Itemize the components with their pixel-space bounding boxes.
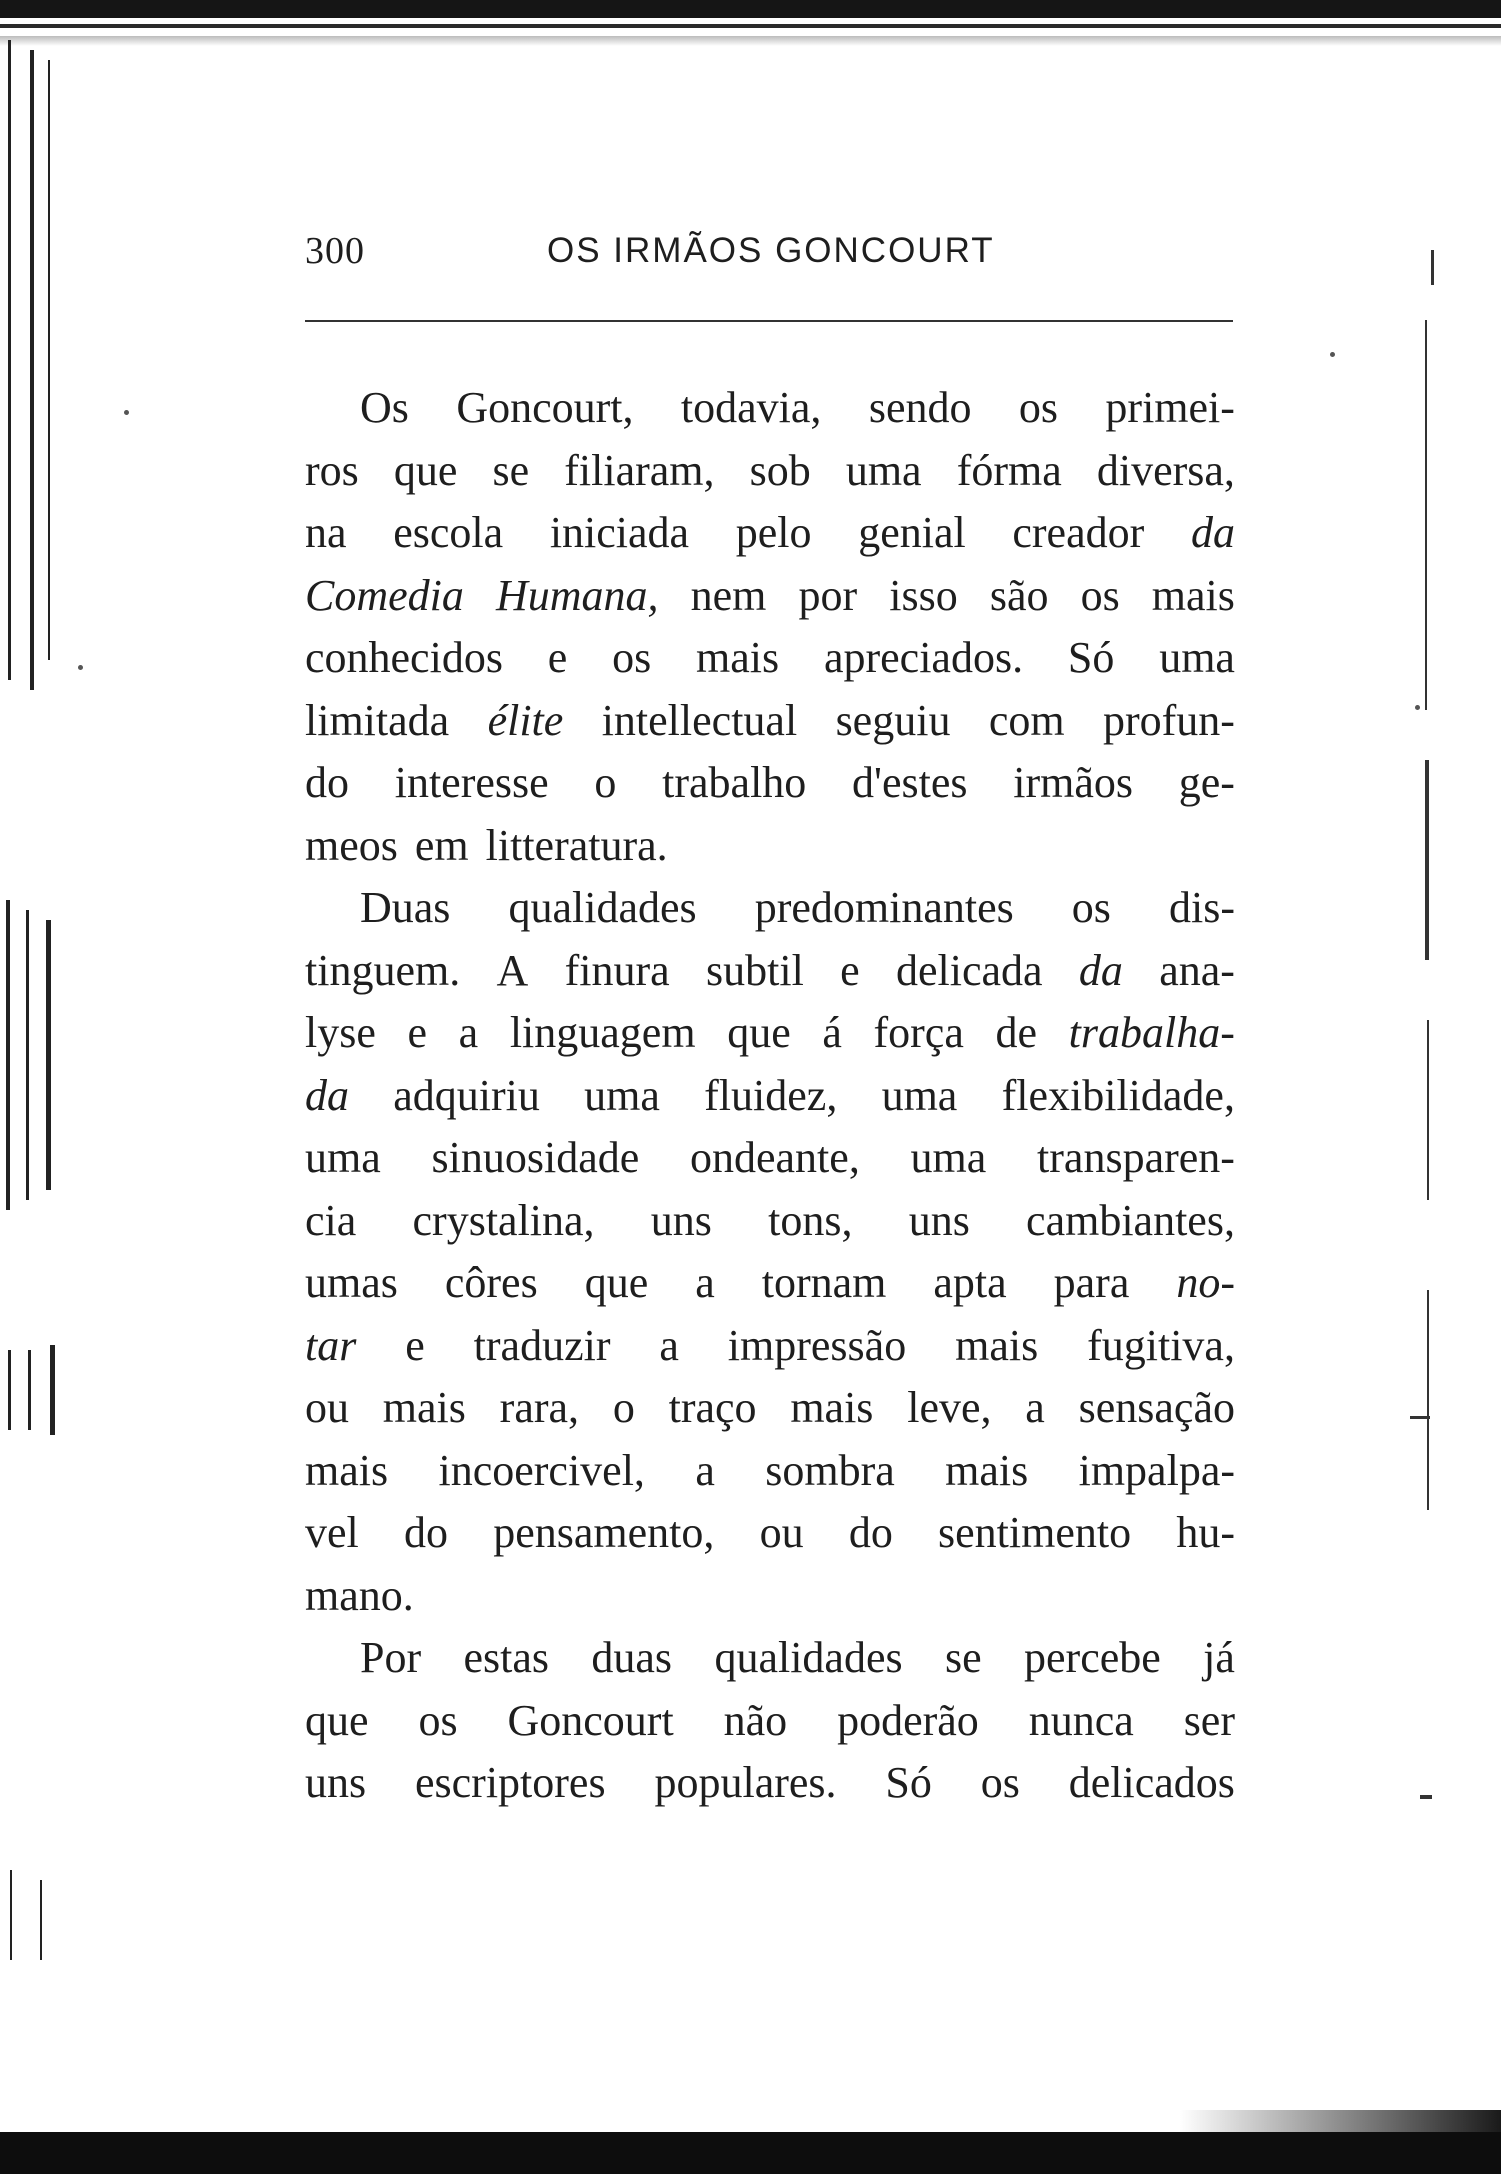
word: a — [458, 1008, 479, 1057]
text-line — [305, 1565, 1235, 1628]
word: o — [594, 758, 617, 807]
text-line — [305, 940, 1235, 1003]
word: tar — [305, 1320, 357, 1370]
word: leve, — [907, 1383, 992, 1432]
binding-gutter-line — [8, 40, 11, 680]
word: estas — [463, 1633, 550, 1682]
word: meos — [305, 820, 415, 870]
scan-edge-top-line — [0, 24, 1501, 28]
right-edge-mark — [1427, 1290, 1429, 1510]
word: élite — [487, 695, 564, 745]
word: fugitiva, — [1087, 1320, 1235, 1370]
word: em — [414, 820, 486, 870]
word: mais — [382, 1383, 466, 1432]
text-line — [305, 1065, 1235, 1128]
text-line — [305, 815, 1235, 878]
word: cia — [305, 1195, 357, 1245]
text-line — [305, 1377, 1235, 1440]
text-line — [305, 377, 1235, 440]
word: impalpa- — [1078, 1445, 1235, 1495]
word: ana- — [1159, 945, 1235, 995]
text-line — [305, 877, 1235, 940]
word: mais — [696, 633, 780, 682]
word: os — [980, 1758, 1020, 1807]
word: e — [407, 1008, 428, 1057]
word: a — [1025, 1383, 1045, 1432]
word: apreciados. — [823, 633, 1024, 682]
word: ou — [305, 1383, 349, 1432]
word: dis- — [1168, 883, 1235, 932]
word: delicada — [896, 945, 1043, 995]
word: ge- — [1178, 758, 1235, 807]
word: a — [695, 1258, 715, 1307]
word: tons, — [768, 1195, 853, 1245]
word: da — [1190, 508, 1235, 557]
word: para — [1053, 1258, 1130, 1307]
word: os — [1071, 883, 1111, 932]
text-line — [305, 1127, 1235, 1190]
word: predominantes — [754, 883, 1014, 932]
binding-gutter-line — [50, 1345, 55, 1435]
word: sob — [749, 445, 811, 495]
word: conhecidos — [305, 633, 503, 682]
text-line — [305, 440, 1235, 503]
word: os — [1018, 383, 1059, 432]
word: uma — [584, 1070, 660, 1120]
text-line — [305, 1002, 1235, 1065]
word: subtil — [706, 945, 804, 995]
word: trabalha- — [1068, 1008, 1235, 1057]
scan-edge-bottom — [0, 2132, 1501, 2174]
word: pelo — [735, 508, 812, 557]
word: Humana, — [495, 570, 659, 620]
word: mais — [955, 1320, 1039, 1370]
word: já — [1203, 1633, 1235, 1682]
word: limitada — [305, 695, 450, 745]
word: profun- — [1103, 695, 1235, 745]
scan-edge-top — [0, 0, 1501, 18]
text-line — [305, 1315, 1235, 1378]
word: se — [944, 1633, 982, 1682]
word: qualidades — [714, 1633, 903, 1682]
word: uns — [650, 1195, 712, 1245]
word: intellectual — [601, 695, 798, 745]
text-line — [305, 1627, 1235, 1690]
word: d'estes — [852, 758, 968, 807]
word: hu- — [1176, 1508, 1235, 1557]
word: que — [727, 1008, 791, 1057]
word: força — [873, 1008, 964, 1057]
body-text — [305, 377, 1235, 1815]
word: nem — [690, 570, 767, 620]
word: de — [995, 1008, 1038, 1057]
binding-gutter-line — [6, 900, 10, 1210]
binding-gutter-line — [26, 910, 29, 1200]
word: mano. — [305, 1570, 414, 1620]
word: do — [848, 1508, 893, 1557]
word: interesse — [394, 758, 549, 807]
word: crystalina, — [412, 1195, 595, 1245]
word: mais — [790, 1383, 874, 1432]
word: Goncourt — [507, 1695, 674, 1745]
word: uma — [910, 1133, 987, 1182]
word: e — [547, 633, 568, 682]
word: linguagem — [509, 1008, 696, 1057]
word: escriptores — [415, 1758, 606, 1807]
word: primei- — [1105, 383, 1235, 432]
word: vel — [305, 1508, 359, 1557]
word: traço — [668, 1383, 757, 1432]
word: da — [1078, 945, 1123, 995]
word: percebe — [1024, 1633, 1161, 1682]
right-edge-mark — [1425, 320, 1427, 710]
word: fórma — [956, 445, 1062, 495]
word: Por — [360, 1633, 422, 1682]
text-line — [305, 752, 1235, 815]
word: ou — [759, 1508, 804, 1557]
word: sendo — [868, 383, 972, 432]
word: Goncourt, — [456, 383, 634, 432]
running-head — [305, 226, 1235, 276]
word: ondeante, — [690, 1133, 860, 1182]
word: do — [305, 758, 349, 807]
word: que — [584, 1258, 649, 1307]
word: seguiu — [835, 695, 951, 745]
right-edge-mark — [1425, 760, 1429, 960]
binding-gutter-line — [40, 1880, 42, 1960]
word: genial — [858, 508, 966, 557]
word: sentimento — [938, 1508, 1132, 1557]
right-edge-mark — [1410, 1416, 1430, 1419]
page-number: 300 — [305, 230, 365, 272]
word: por — [798, 570, 858, 620]
word: uma — [845, 445, 922, 495]
word: isso — [889, 570, 958, 620]
word: incoercivel, — [438, 1445, 645, 1495]
word: côres — [444, 1258, 538, 1307]
right-edge-mark — [1431, 250, 1434, 285]
word: uns — [908, 1195, 970, 1245]
word: Só — [885, 1758, 932, 1807]
word: rara, — [499, 1383, 580, 1432]
word: não — [723, 1695, 788, 1745]
word: A — [496, 945, 529, 995]
word: no- — [1176, 1258, 1235, 1307]
binding-gutter-line — [48, 60, 50, 660]
word: populares. — [654, 1758, 837, 1807]
word: na — [305, 508, 347, 557]
text-line — [305, 1752, 1235, 1815]
right-edge-mark — [1427, 1020, 1429, 1200]
text-line — [305, 627, 1235, 690]
word: uns — [305, 1758, 367, 1807]
word: fluidez, — [704, 1070, 838, 1120]
word: adquiriu — [393, 1070, 540, 1120]
word: creador — [1012, 508, 1145, 557]
word: sensação — [1078, 1383, 1235, 1432]
text-line — [305, 690, 1235, 753]
word: traduzir — [473, 1320, 611, 1370]
word: umas — [305, 1258, 398, 1307]
word: delicados — [1068, 1758, 1235, 1807]
scan-speck — [124, 410, 129, 415]
word: impressão — [727, 1320, 907, 1370]
word: diversa, — [1096, 445, 1235, 495]
text-line — [305, 1690, 1235, 1753]
word: filiaram, — [564, 445, 715, 495]
word: com — [988, 695, 1065, 745]
word: tornam — [761, 1258, 887, 1307]
scan-speck — [1415, 705, 1420, 710]
word: da — [305, 1070, 349, 1120]
word: lyse — [305, 1008, 376, 1057]
word: mais — [945, 1445, 1029, 1495]
word: Comedia — [305, 570, 464, 620]
header-rule — [305, 320, 1233, 322]
word: nunca — [1028, 1695, 1134, 1745]
scan-edge-top-shadow — [0, 36, 1501, 46]
word: Os — [360, 383, 409, 432]
right-edge-mark — [1420, 1795, 1432, 1799]
binding-gutter-line — [8, 1350, 11, 1430]
word: cambiantes, — [1026, 1195, 1235, 1245]
word: sinuosidade — [431, 1133, 640, 1182]
word: sombra — [765, 1445, 895, 1495]
word: a — [659, 1320, 679, 1370]
word: Só — [1067, 633, 1115, 682]
word: a — [695, 1445, 715, 1495]
binding-gutter-line — [10, 1870, 12, 1960]
binding-gutter-line — [28, 1350, 31, 1430]
word: duas — [591, 1633, 673, 1682]
word: transparen- — [1037, 1133, 1235, 1182]
word: irmãos — [1013, 758, 1134, 807]
word: uma — [1159, 633, 1235, 682]
text-line — [305, 1190, 1235, 1253]
running-title: OS IRMÃOS GONCOURT — [547, 231, 995, 270]
word: que — [393, 445, 458, 495]
word: iniciada — [549, 508, 690, 557]
scan-speck — [1330, 352, 1335, 357]
word: pensamento, — [493, 1508, 715, 1557]
word: trabalho — [662, 758, 807, 807]
word: mais — [1151, 570, 1235, 620]
word: apta — [933, 1258, 1007, 1307]
word: os — [612, 633, 652, 682]
word: o — [612, 1383, 635, 1432]
word: poderão — [837, 1695, 979, 1745]
word: Duas — [360, 883, 451, 932]
word: á — [822, 1008, 842, 1057]
word: e — [840, 945, 860, 995]
word: são — [989, 570, 1049, 620]
text-line — [305, 1502, 1235, 1565]
text-line — [305, 1252, 1235, 1315]
word: os — [418, 1695, 458, 1745]
binding-gutter-line — [46, 920, 51, 1190]
word: finura — [564, 945, 670, 995]
word: escola — [393, 508, 504, 557]
binding-gutter-line — [30, 50, 34, 690]
text-line — [305, 1440, 1235, 1503]
word: uma — [305, 1133, 381, 1182]
word: que — [305, 1695, 369, 1745]
word: uma — [881, 1070, 958, 1120]
word: tinguem. — [305, 945, 461, 995]
text-line — [305, 502, 1235, 565]
word: ros — [305, 445, 359, 495]
word: se — [492, 445, 530, 495]
word: e — [405, 1320, 425, 1370]
word: mais — [305, 1445, 389, 1495]
scan-edge-bottom-shadow — [1180, 2110, 1501, 2134]
word: os — [1080, 570, 1120, 620]
text-line — [305, 565, 1235, 628]
word: flexibilidade, — [1001, 1070, 1235, 1120]
scan-speck — [78, 665, 83, 670]
word: ser — [1183, 1695, 1235, 1745]
word: qualidades — [508, 883, 697, 932]
word: litteratura. — [485, 820, 668, 870]
word: do — [403, 1508, 448, 1557]
word: todavia, — [680, 383, 822, 432]
